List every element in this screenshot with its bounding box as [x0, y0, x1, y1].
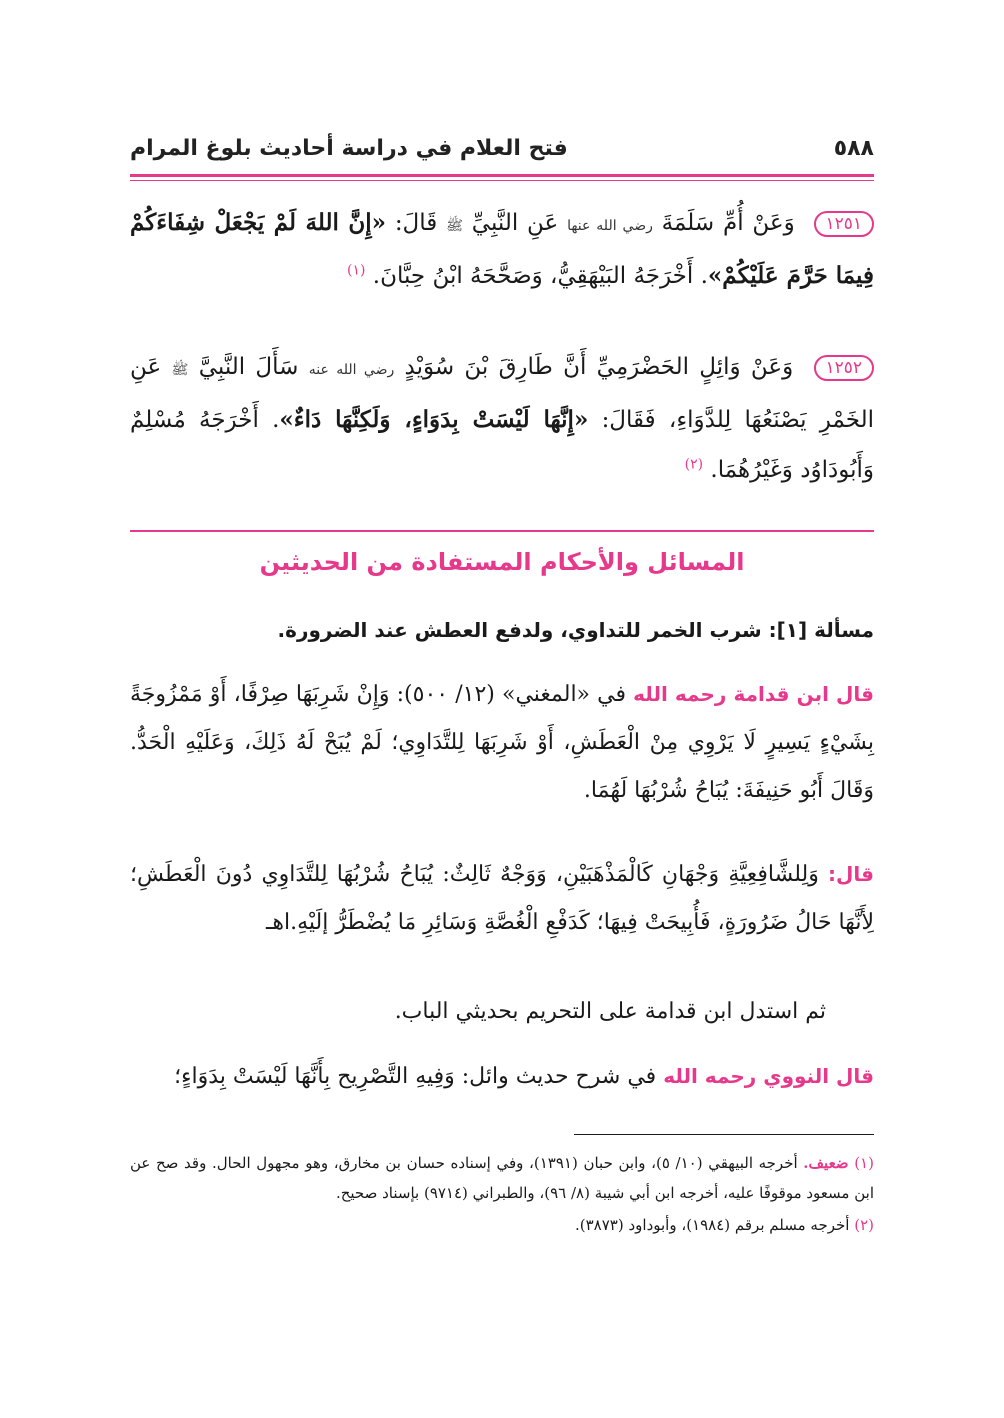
book-title: فتح العلام في دراسة أحاديث بلوغ المرام — [130, 135, 568, 161]
issue-title: شرب الخمر للتداوي، ولدفع العطش عند الضرورة. — [277, 618, 762, 642]
paragraph-nawawi — [130, 1052, 874, 1101]
hadith-text: قَالَ: — [394, 210, 438, 236]
honorific: ﷺ — [446, 218, 463, 234]
footnote-ref[interactable]: (٢) — [684, 456, 704, 473]
paragraph-ibn-qudama — [130, 670, 874, 815]
footnote-item — [130, 1210, 874, 1240]
hadith-text: عَنِ النَّبِيِّ — [471, 210, 559, 236]
paragraph-text: في «المغني» (١٢/ ٥٠٠): وَإِنْ شَرِبَهَا صِرْفًا، أَوْ مَمْزُوجَةً بِشَيْءٍ يَسِيرٍ لَا يَرْوِي مِنْ الْعَطَشِ، أَوْ شَرِبَهَا لِلتَّدَاوِي؛ لَمْ يُبَحْ لَهُ ذَلِكَ، وَعَلَيْهِ الْحَدُّ. وَقَالَ أَبُو حَنِيفَةَ: يُبَاحُ شُرْبُهَا لَهُمَا. — [130, 682, 874, 803]
footnote-number: (١) — [854, 1154, 874, 1172]
hadith-1251 — [130, 198, 874, 301]
hadith-quote: «إِنَّهَا لَيْسَتْ بِدَوَاءٍ، وَلَكِنَّهَا دَاءٌ» — [279, 406, 589, 433]
footnote-number: (٢) — [854, 1216, 874, 1234]
hadith-1252 — [130, 342, 874, 495]
speaker-name: قال: — [828, 862, 874, 886]
hadith-text: وَعَنْ وَائِلٍ الحَضْرَمِيِّ أَنَّ طَارِقَ بْنَ سُوَيْدٍ — [404, 354, 794, 380]
honorific: رضي الله عنها — [567, 218, 653, 234]
section-rule — [130, 530, 874, 532]
footnote-item — [130, 1148, 874, 1208]
page-number: ٥٨٨ — [833, 135, 874, 161]
section-title: المسائل والأحكام المستفادة من الحديثين — [259, 548, 745, 576]
honorific: رضي الله عنه — [308, 362, 395, 378]
footnote-text: أخرجه البيهقي (١٠/ ٥)، وابن حبان (١٣٩١)، وفي إسناده حسان بن مخارق، وهو مجهول الحال. وقد صح عن ابن مسعود موقوفًا عليه، أخرجه ابن أبي شيبة (٨/ ٩٦)، والطبراني (٩٧١٤) بإسناد صحيح. — [130, 1154, 874, 1202]
hadith-text: وَعَنْ أُمِّ سَلَمَةَ — [661, 210, 795, 236]
hadith-quote: «إِنَّ اللهَ لَمْ يَجْعَلْ شِفَاءَكُمْ فِيمَا حَرَّمَ عَلَيْكُمْ» — [130, 209, 874, 289]
hadith-source: . أَخْرَجَهُ مُسْلِمٌ وَأَبُودَاوُد وَغَيْرُهُمَا. — [130, 407, 874, 483]
paragraph-text: ثم استدل ابن قدامة على التحريم بحديثي الباب. — [394, 999, 826, 1024]
footnote-ref[interactable]: (١) — [346, 262, 366, 279]
hadith-text: عَنِ الخَمْرِ يَصْنَعُهَا لِلدَّوَاءِ، فَقَالَ: — [130, 354, 875, 433]
paragraph-conclusion — [130, 988, 874, 1036]
hadith-number-badge: ١٢٥٢ — [814, 355, 875, 381]
footnote-text: أخرجه مسلم برقم (١٩٨٤)، وأبوداود (٣٨٧٣). — [575, 1216, 850, 1234]
speaker-name: قال ابن قدامة رحمه الله — [633, 682, 875, 706]
paragraph-text: في شرح حديث وائل: وَفِيهِ التَّصْرِيح بِأَنَّهَا لَيْسَتْ بِدَوَاءٍ؛ — [174, 1064, 657, 1089]
header-rule — [130, 174, 874, 177]
issue-heading — [130, 610, 874, 650]
issue-label: مسألة [١]: — [768, 618, 874, 642]
paragraph-text: وَلِلشَّافِعِيَّةِ وَجْهَانِ كَالْمَذْهَبَيْنِ، وَوَجْهٌ ثَالِثٌ: يُبَاحُ شُرْبُهَا لِلتَّدَاوِي دُونَ الْعَطَشِ؛ لِأَنَّهَا حَالُ ضَرُورَةٍ، فَأُبِيحَتْ فِيهَا؛ كَدَفْعِ الْغُصَّةِ وَسَائِرِ مَا يُضْطَرُّ إلَيْهِ.اهـ — [130, 862, 874, 935]
page-header — [130, 128, 874, 168]
paragraph-shafii — [130, 850, 874, 947]
footnotes — [130, 1148, 874, 1242]
hadith-source: . أَخْرَجَهُ البَيْهَقِيُّ، وَصَحَّحَهُ ابْنُ حِبَّانَ. — [372, 263, 708, 289]
speaker-name: قال النووي رحمه الله — [663, 1064, 874, 1088]
header-rule-thin — [130, 180, 874, 181]
hadith-text: سَأَلَ النَّبِيَّ — [198, 354, 299, 380]
footnote-separator — [574, 1134, 874, 1135]
honorific: ﷺ — [171, 362, 189, 378]
hadith-number-badge: ١٢٥١ — [814, 211, 875, 237]
footnote-grade: ضعيف. — [803, 1154, 849, 1172]
